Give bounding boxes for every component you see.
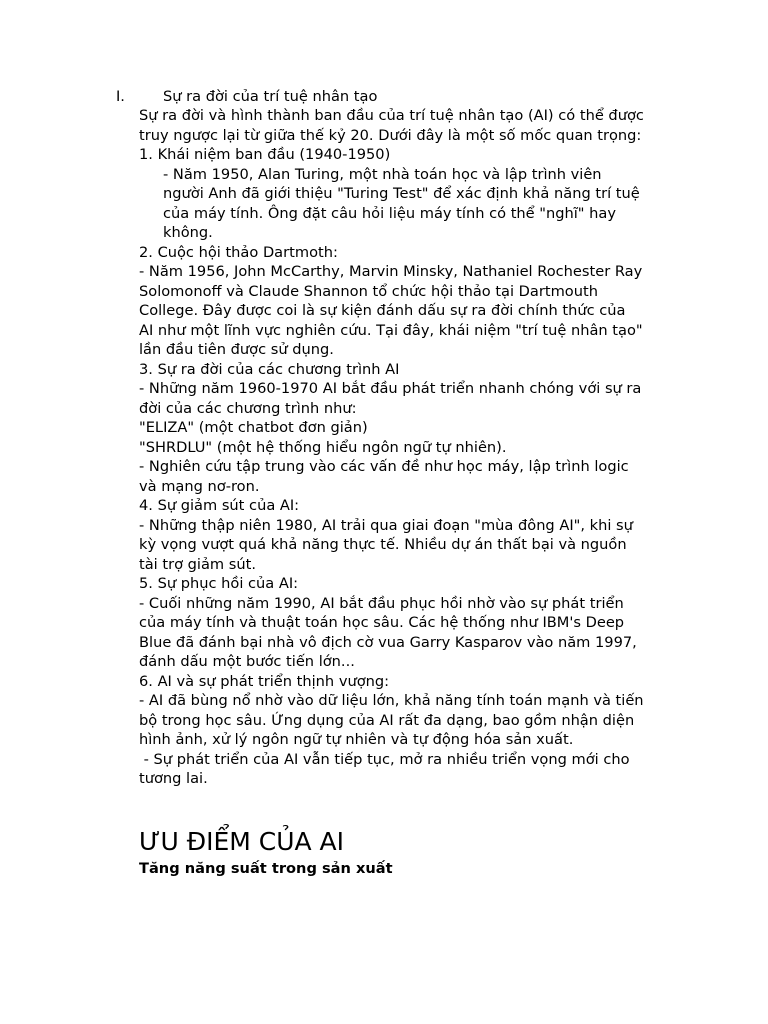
body-line: "ELIZA" (một chatbot đơn giản) <box>139 419 368 436</box>
body-line: - AI đã bùng nổ nhờ vào dữ liệu lớn, khả năng tính toán mạnh và tiến <box>139 692 644 709</box>
body-line: của máy tính và thuật toán học sâu. Các hệ thống như IBM's Deep <box>139 614 625 631</box>
list-item-heading: 3. Sự ra đời của các chương trình AI <box>139 361 400 378</box>
advantages-heading: ƯU ĐIỂM CỦA AI <box>139 827 345 856</box>
body-line: Blue đã đánh bại nhà vô địch cờ vua Garry Kasparov vào năm 1997, <box>139 634 637 651</box>
body-line: - Cuối những năm 1990, AI bắt đầu phục hồi nhờ vào sự phát triển <box>139 595 624 612</box>
body-line: "SHRDLU" (một hệ thống hiểu ngôn ngữ tự nhiên). <box>139 439 507 456</box>
body-line: - Những năm 1960-1970 AI bắt đầu phát triển nhanh chóng với sự ra <box>139 380 642 397</box>
body-line: lần đầu tiên được sử dụng. <box>139 341 334 358</box>
body-line: Sự ra đời và hình thành ban đầu của trí tuệ nhân tạo (AI) có thể được <box>139 107 644 124</box>
body-line: đời của các chương trình như: <box>139 400 357 417</box>
body-line: tương lai. <box>139 770 208 787</box>
body-line: AI như một lĩnh vực nghiên cứu. Tại đây, khái niệm "trí tuệ nhân tạo" <box>139 322 643 339</box>
body-line: không. <box>163 224 213 241</box>
body-line: kỳ vọng vượt quá khả năng thực tế. Nhiều dự án thất bại và nguồn <box>139 536 627 553</box>
list-item-heading: 5. Sự phục hồi của AI: <box>139 575 299 592</box>
list-item-heading: 4. Sự giảm sút của AI: <box>139 497 300 514</box>
list-item-heading: 2. Cuộc hội thảo Dartmoth: <box>139 244 338 261</box>
body-line: - Năm 1956, John McCarthy, Marvin Minsky, Nathaniel Rochester Ray <box>139 263 643 280</box>
body-line: của máy tính. Ông đặt câu hỏi liệu máy tính có thể "nghĩ" hay <box>163 205 616 222</box>
body-line: College. Đây được coi là sự kiện đánh dấu sự ra đời chính thức của <box>139 302 626 319</box>
body-line: truy ngược lại từ giữa thế kỷ 20. Dưới đây là một số mốc quan trọng: <box>139 127 642 144</box>
section-title: Sự ra đời của trí tuệ nhân tạo <box>163 88 378 105</box>
list-item-heading: 6. AI và sự phát triển thịnh vượng: <box>139 673 390 690</box>
body-line: hình ảnh, xử lý ngôn ngữ tự nhiên và tự động hóa sản xuất. <box>139 731 574 748</box>
body-line: - Năm 1950, Alan Turing, một nhà toán học và lập trình viên <box>163 166 602 183</box>
advantages-subheading: Tăng năng suất trong sản xuất <box>139 860 393 877</box>
body-line: - Sự phát triển của AI vẫn tiếp tục, mở ra nhiều triển vọng mới cho <box>139 751 630 768</box>
body-line: bộ trong học sâu. Ứng dụng của AI rất đa dạng, bao gồm nhận diện <box>139 712 635 729</box>
section-number: I. <box>116 88 125 105</box>
list-item-heading: 1. Khái niệm ban đầu (1940-1950) <box>139 146 391 163</box>
body-line: - Những thập niên 1980, AI trải qua giai đoạn "mùa đông AI", khi sự <box>139 517 633 534</box>
body-line: người Anh đã giới thiệu "Turing Test" để xác định khả năng trí tuệ <box>163 185 640 202</box>
body-line: - Nghiên cứu tập trung vào các vấn đề như học máy, lập trình logic <box>139 458 629 475</box>
body-line: và mạng nơ-ron. <box>139 478 260 495</box>
body-line: Solomonoff và Claude Shannon tổ chức hội thảo tại Dartmouth <box>139 283 598 300</box>
body-line: đánh dấu một bước tiến lớn... <box>139 653 355 670</box>
body-line: tài trợ giảm sút. <box>139 556 256 573</box>
